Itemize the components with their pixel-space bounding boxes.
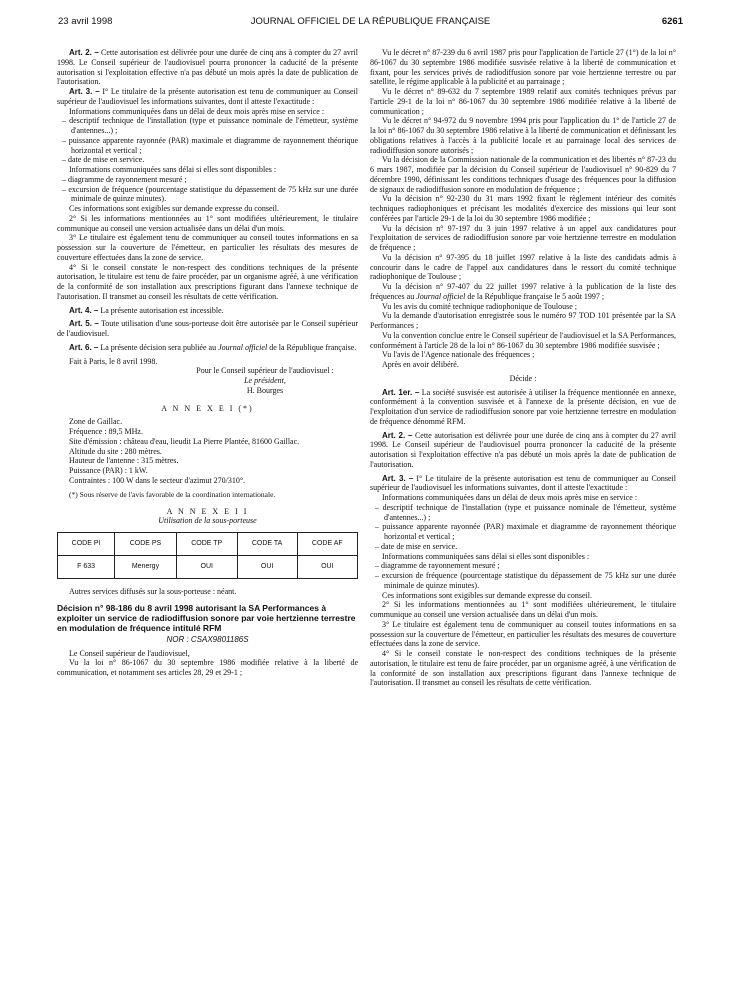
vu-paragraph: Vu le décret n° 94-972 du 9 novembre 1994 pris pour l'application du 1° de l'article 27 de la loi n° 86-1067 du 30 septembre 1986 relative à la liberté de communication et définissant les obligations relatives à l'accès à la publicité locale et au parrainage local des services de radiodiffusion sonore autorisés ;: [370, 116, 676, 155]
article-5-text: Toute utilisation d'une sous-porteuse doit être autorisée par le Conseil supérieur de l'audiovisuel.: [57, 319, 359, 338]
vu-paragraph: Après en avoir délibéré.: [382, 360, 459, 369]
point-2-paragraph: 2° Si les informations mentionnées au 1° sont modifiées ultérieurement, le titulaire communique au conseil une version actualisée dans un délai d'un mois.: [370, 600, 676, 619]
table-cell: F 633: [58, 556, 115, 579]
article-6-paragraph: [57, 343, 358, 353]
journal-officiel-ref: Journal officiel: [218, 342, 268, 352]
nor-reference: NOR : CSAX9801186S: [166, 634, 249, 644]
vu-paragraph: Vu l'avis de l'Agence nationale des fréquences ;: [382, 350, 535, 360]
decision-title: Décision n° 98-186 du 8 avril 1998 autorisant la SA Performances à exploiter un service de radiodiffusion sonore par voie hertzienne terrestre en modulation de fréquence intitulé RFM: [57, 602, 356, 633]
info1-intro: Informations communiquées dans un délai de deux mois après mise en service :: [69, 106, 325, 116]
table-header-cell: CODE TA: [237, 533, 297, 556]
annexe-2-title: A N N E X E I I: [166, 506, 249, 516]
info2-item: – excursion de fréquence (pourcentage statistique du dépassement de 75 kHz sur une durée minimale de quinze minutes).: [62, 184, 358, 204]
signature-date: Fait à Paris, le 8 avril 1998.: [69, 356, 158, 366]
footnote: (*) Sous réserve de l'avis favorable de la coordination internationale.: [69, 489, 276, 499]
vu-text-a: Vu la décision n° 97-407 du 22 juillet 1997 relative à la publication de la liste des fréquences au: [370, 282, 676, 301]
decide-heading: Décide :: [509, 373, 537, 383]
table-cell: OUI: [176, 556, 237, 579]
header-journal-title: JOURNAL OFFICIEL DE LA RÉPUBLIQUE FRANÇAISE: [250, 16, 491, 27]
vu-paragraph: Vu la décision n° 92-230 du 31 mars 1992 fixant le règlement intérieur des comités techniques radiophoniques et précisant les modalités d'exercice des missions qui leur sont conférées par l'article 29-1 de la loi du 30 septembre 1986 modifiée ;: [370, 194, 676, 223]
vu-paragraph: Vu la convention conclue entre le Conseil supérieur de l'audiovisuel et la SA Performances, conformément à l'article 28 de la loi n° 86-1067 du 30 septembre 1986 modifiée susvisée ;: [370, 330, 676, 350]
point-3-paragraph: 3° Le titulaire est également tenu de communiquer au conseil toutes informations en sa possession sur la couverture de l'émetteur, en particulier les résultats des mesures de couverture effectuées dans la zone de service.: [57, 233, 358, 262]
article-2-text: Cette autorisation est délivrée pour une durée de cinq ans à compter du 27 avril 1998. Le Conseil supérieur de l'audiovisuel pourra prononcer la caducité de la présente autorisation si l'exploitation effective n'a pas débuté un mois après la date de publication de l'autorisation.: [370, 430, 677, 469]
info1-item: – puissance apparente rayonnée (PAR) maximale et diagramme de rayonnement théorique horizontal et vertical ;: [375, 522, 676, 541]
table-header-cell: CODE TP: [176, 533, 237, 556]
info2-intro: Informations communiquées sans délai si elles sont disponibles :: [382, 551, 590, 561]
article-3-paragraph: [370, 474, 676, 494]
other-services-note: Autres services diffusés sur la sous-porteuse : néant.: [69, 587, 237, 596]
left-column: [57, 48, 358, 678]
vu-paragraph: Vu la décision n° 97-197 du 3 juin 1997 relative à un appel aux candidatures pour l'exploitation de services de radiodiffusion sonore par voie hertzienne terrestre en modulation de fréquence ;: [370, 223, 676, 252]
table-cell: Menergy: [115, 556, 177, 579]
article-4-label: Art. 4. –: [69, 305, 99, 315]
vu-paragraph: Vu le décret n° 89-632 du 7 septembre 1989 relatif aux comités techniques prévus par l'article 29-1 de la loi n° 86-1067 du 30 septembre 1986 modifiée relative à la liberté de communication ;: [370, 87, 676, 116]
annexe-1-line: Fréquence : 89,5 MHz.: [69, 427, 143, 436]
vu-paragraph: [370, 282, 676, 302]
journal-officiel-ref: Journal officiel: [416, 291, 466, 301]
header-date: 23 avril 1998: [58, 16, 113, 27]
table-cell: OUI: [297, 556, 357, 579]
article-5-paragraph: [57, 319, 358, 339]
signature-title: Le président,: [244, 376, 286, 385]
point-4-paragraph: 4° Si le conseil constate le non-respect des conditions techniques de la présente autorisation, le titulaire est tenu de faire procéder, par un organisme agréé, à une vérification de la conformité de son installation aux prescriptions figurant dans l'annexe technique de l'autorisation. Il transmet au conseil les résultats de cette vérification.: [57, 262, 358, 301]
annexe-1-line: Puissance (PAR) : 1 kW.: [69, 466, 148, 475]
info1-item: – puissance apparente rayonnée (PAR) maximale et diagramme de rayonnement théorique horizontal et vertical ;: [62, 135, 358, 155]
article-3-label: Art. 3. –: [382, 473, 414, 483]
article-2-paragraph: [370, 431, 676, 470]
point-3-paragraph: 3° Le titulaire est également tenu de communiquer au conseil toutes informations en sa possession sur la couverture de l'émetteur, en particulier les résultats des mesures de couverture effectuées dans la zone de service.: [370, 619, 676, 649]
page-header: [58, 16, 683, 30]
table-header-cell: CODE AF: [297, 533, 357, 556]
article-5-label: Art. 5. –: [69, 319, 99, 329]
info2-item: – diagramme de rayonnement mesuré ;: [62, 174, 187, 184]
article-1-text: La société susvisée est autorisée à utiliser la fréquence mentionnée en annexe, conformément à la convention susvisée et à l'annexe de la présente décision, en vue de l'exploitation d'un service de radiodiffusion sonore par voie hertzienne terrestre en modulation de fréquence dénommé RFM.: [370, 387, 677, 426]
annexe-2-subtitle: Utilisation de la sous-porteuse: [158, 516, 257, 526]
article-3-label: Art. 3. –: [69, 87, 100, 96]
article-2-text: Cette autorisation est délivrée pour une durée de cinq ans à compter du 27 avril 1998. Le Conseil supérieur de l'audiovisuel pourra prononcer la caducité de la présente autorisation si l'exploitation effective n'a pas débuté un mois après la date de publication de l'autorisation.: [57, 48, 358, 87]
article-3-text: I° Le titulaire de la présente autorisation est tenu de communiquer au Conseil supérieur de l'audiovisuel les informations suivantes, dont il atteste l'exactitude :: [57, 87, 358, 106]
vu-text-b: de la République française le 5 août 1997 ;: [465, 291, 605, 301]
annexe-1-line: Contraintes : 100 W dans le secteur d'azimut 270/310°.: [69, 475, 246, 485]
info2-intro: Informations communiquées sans délai si elles sont disponibles :: [69, 165, 277, 174]
article-3-paragraph: [57, 87, 358, 107]
header-page-number: 6261: [661, 16, 683, 27]
table-cell: OUI: [237, 556, 297, 579]
article-2-label: Art. 2. –: [382, 430, 413, 440]
info1-item: – descriptif technique de l'installation (type et puissance nominale de l'émetteur, système d'antennes...) ;: [62, 116, 358, 135]
right-column: [370, 48, 676, 688]
council-preamble: Le Conseil supérieur de l'audiovisuel,: [69, 648, 190, 658]
vu-paragraph: Vu le décret n° 87-239 du 6 avril 1987 pris pour l'application de l'article 27 (1°) de la loi n° 86-1067 du 30 septembre 1986 modifiée susvisée relative à la liberté de communication et fixant, pour les services privés de radiodiffusion sonore par voie hertzienne terrestre ou par satellite, le régime applicable à la publicité et au parrainage ;: [370, 48, 676, 87]
signatory-name: H. Bourges: [246, 385, 284, 395]
annexe-1-title: A N N E X E I (*): [161, 403, 254, 413]
vu-paragraph: Vu la loi n° 86-1067 du 30 septembre 1986 modifiée relative à la liberté de communication, et notamment ses articles 28, 29 et 29-1 ;: [57, 658, 358, 677]
table-row: [58, 556, 358, 579]
article-4-paragraph: [57, 306, 358, 316]
article-2-label: Art. 2. –: [69, 48, 99, 57]
table-header-cell: CODE PI: [58, 533, 115, 556]
exigible-paragraph: Ces informations sont exigibles sur demande expresse du conseil.: [69, 204, 279, 213]
signature-authority: Pour le Conseil supérieur de l'audiovisuel :: [196, 366, 334, 376]
table-header-cell: CODE PS: [115, 533, 177, 556]
article-6-text-b: de la République française.: [267, 342, 357, 352]
article-1-label: Art. 1er. –: [382, 387, 420, 397]
subcarrier-table: [57, 532, 358, 579]
article-3-text: I° Le titulaire de la présente autorisation est tenu de communiquer au Conseil supérieur de l'audiovisuel les informations suivantes, dont il atteste l'exactitude :: [370, 473, 677, 493]
vu-paragraph: Vu la décision de la Commission nationale de la communication et des libertés n° 87-23 du 6 mars 1987, modifiée par la décision du Conseil supérieur de l'audiovisuel n° 90-829 du 7 décembre 1990, définissant les conditions techniques d'usage des fréquences pour la diffusion de signaux de radiodiffusion sonore en modulation de fréquence ;: [370, 155, 676, 194]
info2-item: – excursion de fréquence (pourcentage statistique du dépassement de 75 kHz sur une durée minimale de quinze minutes).: [375, 571, 676, 590]
table-header-row: [58, 533, 358, 556]
info1-item: – date de mise en service.: [62, 155, 145, 165]
annexe-1-line: Site d'émission : château d'eau, lieudit La Pierre Plantée, 81600 Gaillac.: [69, 436, 300, 446]
exigible-paragraph: Ces informations sont exigibles sur demande expresse du conseil.: [382, 590, 592, 600]
annexe-1-line: Altitude du site : 280 mètres.: [69, 446, 162, 456]
article-1-paragraph: [370, 388, 676, 427]
info1-intro: Informations communiquées dans un délai de deux mois après mise en service :: [382, 493, 638, 502]
article-6-label: Art. 6. –: [69, 342, 99, 352]
article-4-text: La présente autorisation est incessible.: [100, 305, 224, 315]
vu-paragraph: Vu la décision n° 97-395 du 18 juillet 1997 relative à la liste des candidats admis à concourir dans le cadre de l'appel aux candidatures dans le ressort du comité technique radiophonique de Toulouse ;: [370, 252, 676, 282]
point-2-paragraph: 2° Si les informations mentionnées au 1° sont modifiées ultérieurement, le titulaire communique au conseil une version actualisée dans un délai d'un mois.: [57, 213, 358, 233]
annexe-1-line: Hauteur de l'antenne : 315 mètres.: [69, 456, 179, 466]
article-6-text-a: La présente décision sera publiée au: [100, 342, 219, 352]
point-4-paragraph: 4° Si le conseil constate le non-respect des conditions techniques de la présente autorisation, le titulaire est tenu de faire procéder, par un organisme agréé, à une vérification de la conformité de son installation aux prescriptions figurant dans l'annexe technique de l'autorisation. Il transmet au conseil les résultats de cette vérification.: [370, 649, 676, 688]
article-2-paragraph: [57, 48, 358, 87]
annexe-1-line: Zone de Gaillac.: [69, 417, 123, 427]
vu-paragraph: Vu les avis du comité technique radiophonique de Toulouse ;: [382, 301, 577, 311]
annexe-1-body: [57, 417, 358, 485]
info1-item: – date de mise en service.: [375, 541, 458, 551]
info2-item: – diagramme de rayonnement mesuré ;: [375, 561, 500, 571]
vu-paragraph: Vu la demande d'autorisation enregistrée sous le numéro 97 TOD 101 présentée par la SA Performances ;: [370, 311, 676, 330]
info1-item: – descriptif technique de l'installation (type et puissance nominale de l'émetteur, système d'antennes...) ;: [375, 502, 676, 522]
